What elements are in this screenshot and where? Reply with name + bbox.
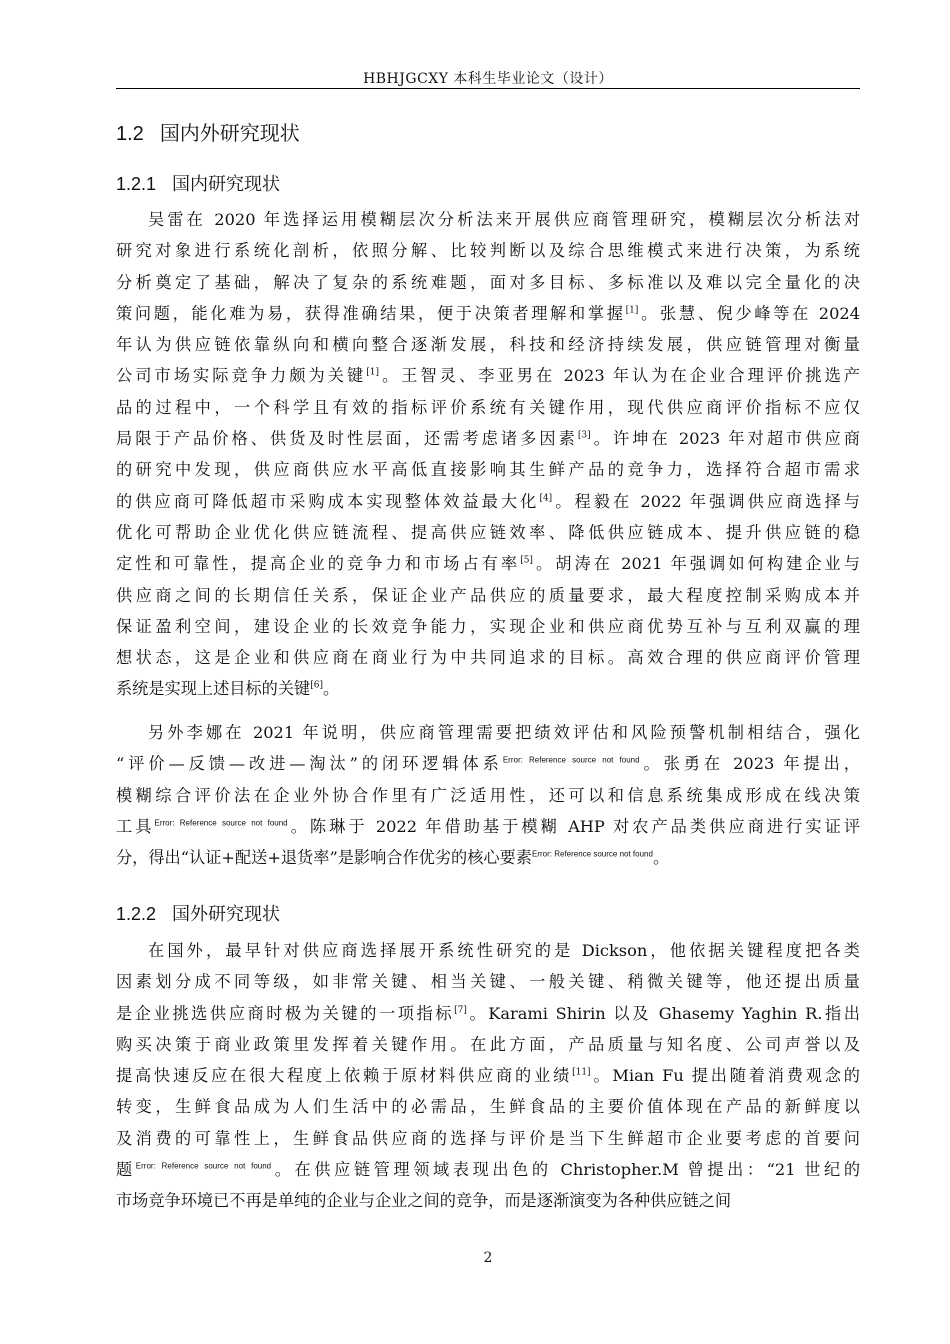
paragraph-foreign-1 [116,935,860,1217]
text-line: 及消费的可靠性上，生鲜食品供应商的选择与评价是当下生鲜超市企业要考虑的首要问 [116,1128,860,1148]
text-line: 在国外，最早针对供应商选择展开系统性研究的是 Dickson，他依据关键程度把各类 [148,941,860,960]
paragraph-domestic-1 [116,204,860,705]
subsection-title: 国外研究现状 [172,904,281,925]
text-line: 分，得出“认证+配送+退货率”是影响合作优劣的核心要素$^{Error: Reference source not found}$。 [116,848,670,868]
subsection-heading-foreign [116,900,280,926]
text-line: 策问题，能化难为易，获得准确结果，便于决策者理解和掌握[1]。张慧、倪少峰等在 2024 [116,303,861,323]
subsection-heading-domestic [116,170,280,196]
text-line: 市场竞争环境已不再是单纯的企业与企业之间的竞争，而是逐渐演变为各种供应链之间 [116,1191,732,1211]
section-heading [116,117,300,146]
text-line: 吴雷在 2020 年选择运用模糊层次分析法来开展供应商管理研究，模糊层次分析法对 [148,210,860,229]
text-line: 系统是实现上述目标的关键[6]。 [116,679,340,699]
text-line: 的研究中发现，供应商供应水平高低直接影响其生鲜产品的竞争力，选择符合超市需求 [116,460,860,480]
text-line: 保证盈利空间，建设企业的长效竞争能力，实现企业和供应商优势互补与互利双赢的理 [116,616,860,636]
header-rule [116,88,860,89]
text-line: 公司市场实际竞争力颇为关键[1]。王智灵、李亚男在 2023 年认为在企业合理评价挑选产 [116,366,860,386]
citation: [5] [520,555,533,566]
text-line: 分析奠定了基础，解决了复杂的系统难题，面对多目标、多标准以及难以完全量化的决 [116,272,860,292]
text-line: 定性和可靠性，提高企业的竞争力和市场占有率[5]。胡涛在 2021 年强调如何构建企业与 [116,554,860,574]
reference-error: Error: Reference source not found [154,818,288,828]
text-line: 年认为供应链依靠纵向和横向整合逐渐发展，科技和经济持续发展，供应链管理对衡量 [116,335,860,355]
subsection-number: 1.2.2 [116,904,157,924]
section-number: 1.2 [116,123,144,145]
running-header: HBHJGCXY 本科生毕业论文（设计） [363,71,613,87]
paragraph-domestic-2 [116,717,860,873]
subsection-title: 国内研究现状 [172,174,281,195]
citation: [3] [577,430,591,441]
text-line: 研究对象进行系统化剖析，依照分解、比较判断以及综合思维模式来进行决策，为系统 [116,241,860,261]
text-line: 局限于产品价格、供货及时性层面，还需考虑诸多因素[3]。许坤在 2023 年对超市供应商 [116,429,860,449]
page-number: 2 [483,1250,493,1266]
text-line: 另外李娜在 2021 年说明，供应商管理需要把绩效评估和风险预警机制相结合，强化 [148,723,860,742]
text-line: 供应商之间的长期信任关系，保证企业产品供应的质量要求，最大程度控制采购成本并 [116,585,860,605]
text-line: 优化可帮助企业优化供应链流程、提高供应链效率、降低供应链成本、提升供应链的稳 [116,522,860,542]
reference-error: Error: Reference source not found [135,1161,272,1171]
citation: [7] [454,1005,467,1016]
reference-error: Error: Reference source not found [532,849,653,859]
text-line: “评价—反馈—改进—淘汰”的闭环逻辑体系$^{Error: Reference source not found}$。张勇在 2023 年提出， [116,754,860,774]
text-line: 是企业挑选供应商时极为关键的一项指标[7]。Karami Shirin 以及 Ghasemy Yaghin R.指出 [116,1003,860,1023]
text-line: 模糊综合评价法在企业外协合作里有广泛适用性，还可以和信息系统集成形成在线决策 [116,785,860,805]
text-line: 购买决策于商业政策里发挥着关键作用。在此方面，产品质量与知名度、公司声誉以及 [116,1034,860,1054]
text-line: 因素划分成不同等级，如非常关键、相当关键、一般关键、稍微关键等，他还提出质量 [116,972,860,992]
citation: [6] [310,681,323,692]
citation: [1] [366,368,379,379]
text-line: 想状态，这是企业和供应商在商业行为中共同追求的目标。高效合理的供应商评价管理 [116,648,860,668]
subsection-number: 1.2.1 [116,174,157,194]
section-title: 国内外研究现状 [159,121,300,145]
text-line: 题$^{Error: Reference source not found}$。在供应链管理领域表现出色的 Christopher.M 曾提出：“21 世纪的 [116,1160,861,1180]
text-line: 工具$^{Error: Reference source not found}$。陈琳于 2022 年借助基于模糊 AHP 对农产品类供应商进行实证评 [116,816,861,836]
citation: [4] [539,493,553,504]
text-line: 品的过程中，一个科学且有效的指标评价系统有关键作用，现代供应商评价指标不应仅 [116,397,860,417]
text-line: 提高快速反应在很大程度上依赖于原材料供应商的业绩[11]。Mian Fu 提出随着消费观念的 [116,1066,860,1086]
citation: [1] [625,305,639,316]
text-line: 的供应商可降低超市采购成本实现整体效益最大化[4]。程毅在 2022 年强调供应商选择与 [116,491,860,511]
citation: [11] [572,1067,591,1078]
text-line: 转变，生鲜食品成为人们生活中的必需品，生鲜食品的主要价值体现在产品的新鲜度以 [116,1097,860,1117]
reference-error: Error: Reference source not found [502,755,640,765]
